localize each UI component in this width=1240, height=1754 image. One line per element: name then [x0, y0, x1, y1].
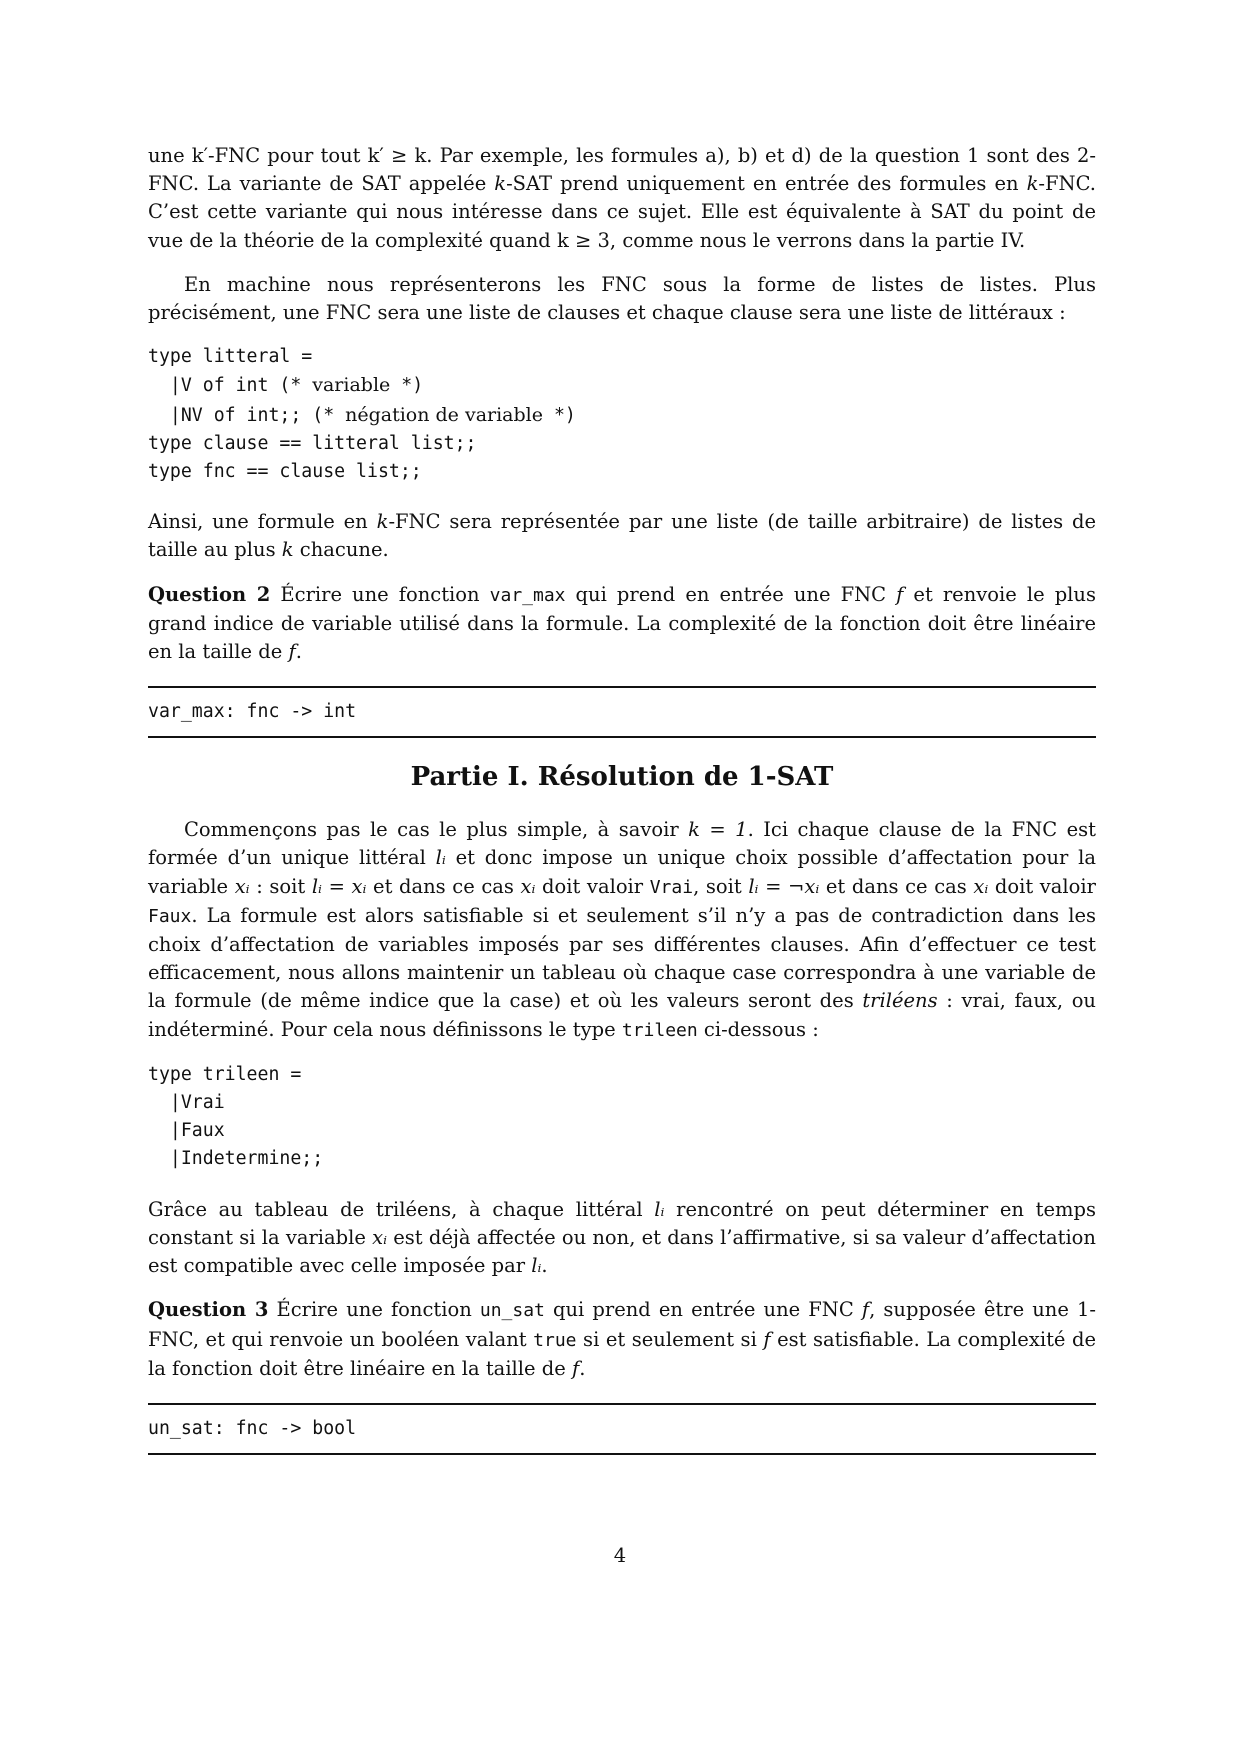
question-label: Question 2 — [148, 582, 271, 606]
function-name: un_sat — [479, 1300, 545, 1322]
code-block-trileen — [148, 1061, 1096, 1174]
code-line: |Indetermine;; — [148, 1148, 324, 1170]
question-3: Question 3 Écrire une fonction un_sat qui prend en entrée une FNC f, supposée être une 1-FNC, et qui renvoie un booléen valant true si et seulement si f est satisfiable. La complexité de la fonction doit être linéaire en la taille de f. — [148, 1298, 1096, 1380]
signature-box: un_sat: fnc -> bool — [148, 1403, 1096, 1455]
part1-paragraph-1: Commençons pas le cas le plus simple, à savoir k = 1. Ici chaque clause de la FNC est formée d’un unique littéral lᵢ et donc impose un unique choix possible d’affectation pour la variable xᵢ : soit lᵢ = xᵢ et dans ce cas xᵢ doit valoir Vrai, soit lᵢ = ¬xᵢ et dans ce cas xᵢ doit valoir Faux. La formule est alors satisfiable si et seulement s’il n’y a pas de contradiction dans les choix d’affectation de variables imposés par ses différentes clauses. Afin d’effectuer ce test efficacement, nous allons maintenir un tableau où chaque case correspondra à une variable de la formule (de même indice que la case) et où les valeurs seront des triléens : vrai, faux, ou indéterminé. Pour cela nous définissons le type trileen ci-dessous : — [148, 818, 1096, 1041]
code-line: type trileen = — [148, 1063, 302, 1085]
intro-paragraph-3: Ainsi, une formule en k-FNC sera représentée par une liste (de taille arbitraire) de listes de taille au plus k chacune. — [148, 510, 1097, 562]
intro-paragraph-2: En machine nous représenterons les FNC sous la forme de listes de listes. Plus précisément, une FNC sera une liste de clauses et chaque clause sera une liste de littéraux : — [148, 272, 1096, 325]
code-line: type clause == litteral list;; — [148, 432, 477, 454]
code-comment: négation de variable — [345, 403, 543, 426]
section-title: Partie I. Résolution de 1-SAT — [410, 762, 834, 793]
code-line: |NV of int;; (* négation de variable *) — [148, 403, 576, 426]
code-comment: variable — [312, 374, 391, 397]
part1-paragraph-2: Grâce au tableau de triléens, à chaque littéral lᵢ rencontré on peut déterminer en temps constant si la variable xᵢ est déjà affectée ou non, et dans l’affirmative, si sa valeur d’affectation est compatible avec celle imposée par lᵢ. — [148, 1197, 1096, 1278]
function-name: var_max — [489, 584, 566, 606]
document-page — [148, 142, 1096, 1455]
signature-box: var_max: fnc -> int — [148, 686, 1096, 738]
code-line: type litteral = — [148, 346, 313, 368]
code-line: type fnc == clause list;; — [148, 461, 422, 483]
intro-paragraph-1: une k′-FNC pour tout k′ ≥ k. Par exemple, les formules a), b) et d) de la question 1 sont des 2-FNC. La variante de SAT appelée k-SAT prend uniquement en entrée des formules en k-FNC. C’est cette variante qui nous intéresse dans ce sujet. Elle est équivalente à SAT du point de vue de la théorie de la complexité quand k ≥ 3, comme nous le verrons dans la partie IV. — [148, 144, 1096, 252]
code-line: |V of int (* variable *) — [148, 374, 424, 397]
page-number: 4 — [613, 1544, 627, 1567]
code-line: |Faux — [148, 1120, 225, 1142]
code-line: |Vrai — [148, 1092, 225, 1114]
question-2: Question 2 Écrire une fonction var_max qui prend en entrée une FNC f et renvoie le plus grand indice de variable utilisé dans la formule. La complexité de la fonction doit être linéaire en la taille de f. — [148, 582, 1096, 664]
question-label: Question 3 — [148, 1298, 269, 1322]
code-block-litteral — [148, 343, 1096, 486]
math-k: k — [1026, 172, 1039, 196]
math-k: k — [494, 172, 507, 196]
